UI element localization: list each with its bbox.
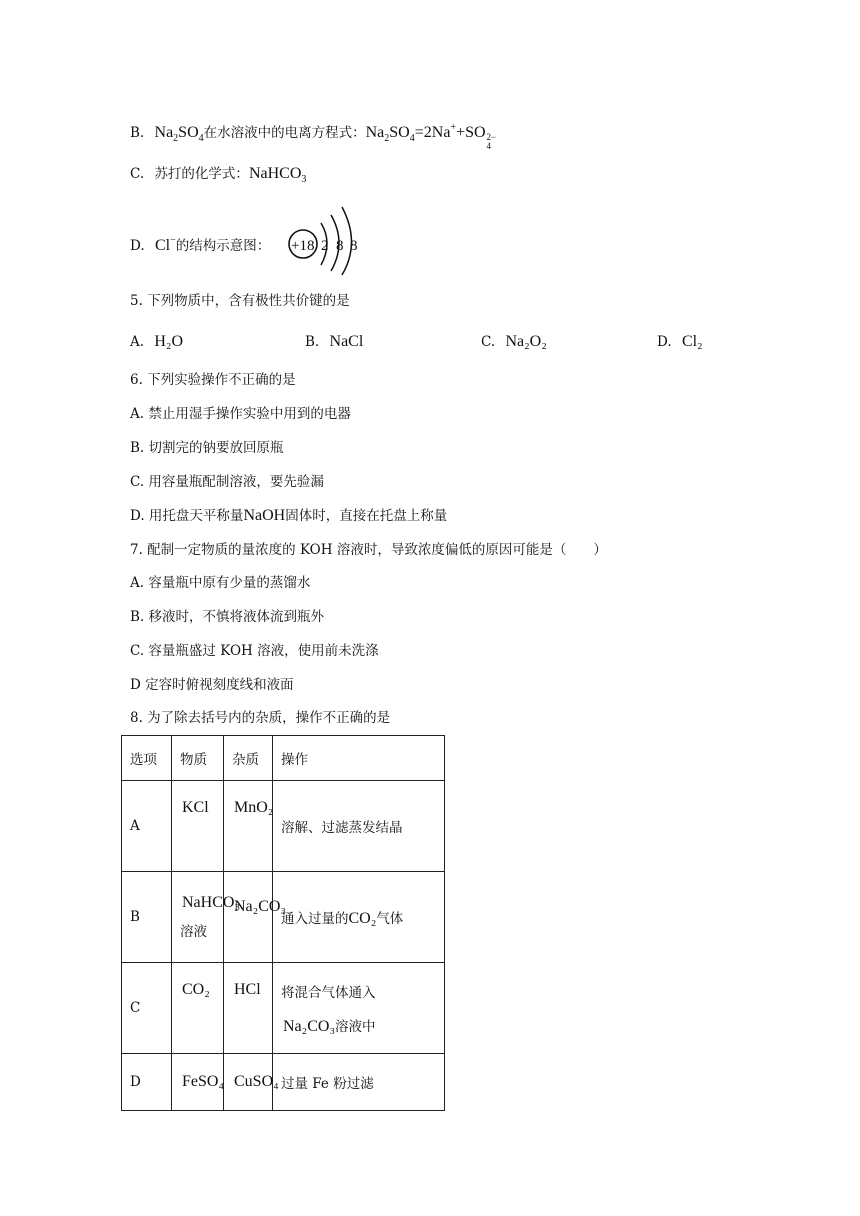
q6-option-b: B. 切割完的钠要放回原瓶 <box>130 440 284 456</box>
shell-count-1: 2 <box>321 238 329 254</box>
q4-option-c: C. 苏打的化学式：NaHCO$_3$ <box>130 165 307 185</box>
formula-nahco3: NaHCO$_3$ <box>248 165 307 185</box>
table-header-row <box>122 736 445 781</box>
q5-option-d: D. Cl₂ <box>657 333 703 350</box>
q5-option-c: C. Na₂O₂ <box>481 333 547 350</box>
table-row: D FeSO₄ CuSO₄ 过量 Fe 粉过滤 <box>122 1054 445 1111</box>
q4-option-d: D. Cl−的结构示意图： <box>130 235 271 254</box>
table-row: A KCl MnO₂ 溶解、过滤蒸发结晶 <box>122 781 445 872</box>
q5-option-b: B. NaCl <box>305 333 364 350</box>
q5-option-a: A. H₂O <box>130 333 184 350</box>
q6-option-a: A. 禁止用湿手操作实验中用到的电器 <box>130 406 351 422</box>
q7-stem: 7. 配制一定物质的量浓度的 KOH 溶液时，导致浓度偏低的原因可能是（ ） <box>130 542 607 558</box>
chloride-ion: Cl− <box>154 235 176 254</box>
q6-option-c: C. 用容量瓶配制溶液，要先验漏 <box>130 474 324 490</box>
shell-count-2: 8 <box>336 238 344 254</box>
q7-option-c: C. 容量瓶盛过 KOH 溶液，使用前未洗涤 <box>130 643 379 659</box>
q7-option-b: B. 移液时，不慎将液体流到瓶外 <box>130 609 325 625</box>
q6-option-d: D. 用托盘天平称量NaOH固体时，直接在托盘上称量 <box>130 507 448 524</box>
q8-table <box>121 735 445 1111</box>
table-row: C CO₂ HCl 将混合气体通入 Na₂CO₃溶液中 <box>122 963 445 1054</box>
header-operation: 操作 <box>273 736 445 781</box>
nucleus-charge: +18 <box>291 238 315 254</box>
q4-option-b: B. $Na_2SO_4$在水溶液中的电离方程式：$Na_2SO_4=2Na^++SO$ 2− 4 <box>130 122 497 151</box>
q6-stem: 6. 下列实验操作不正确的是 <box>130 372 296 388</box>
table-row: B NaHCO₃ 溶液 Na₂CO₃ 通入过量的CO₂气体 <box>122 872 445 963</box>
q8-stem: 8. 为了除去括号内的杂质，操作不正确的是 <box>130 710 391 726</box>
shell-count-3: 8 <box>350 238 358 254</box>
q7-option-a: A. 容量瓶中原有少量的蒸馏水 <box>130 575 311 591</box>
ionization-equation: $Na_2SO_4=2Na^++SO$ 2− 4 <box>365 122 497 151</box>
chloride-structure-diagram <box>283 203 373 275</box>
header-impurity: 杂质 <box>224 736 273 781</box>
q5-stem: 5. 下列物质中，含有极性共价键的是 <box>130 293 350 309</box>
q7-option-d: D 定容时俯视刻度线和液面 <box>130 677 294 693</box>
header-option: 选项 <box>122 736 172 781</box>
header-substance: 物质 <box>172 736 224 781</box>
formula-na2so4: $Na_2SO_4$ <box>154 124 204 144</box>
